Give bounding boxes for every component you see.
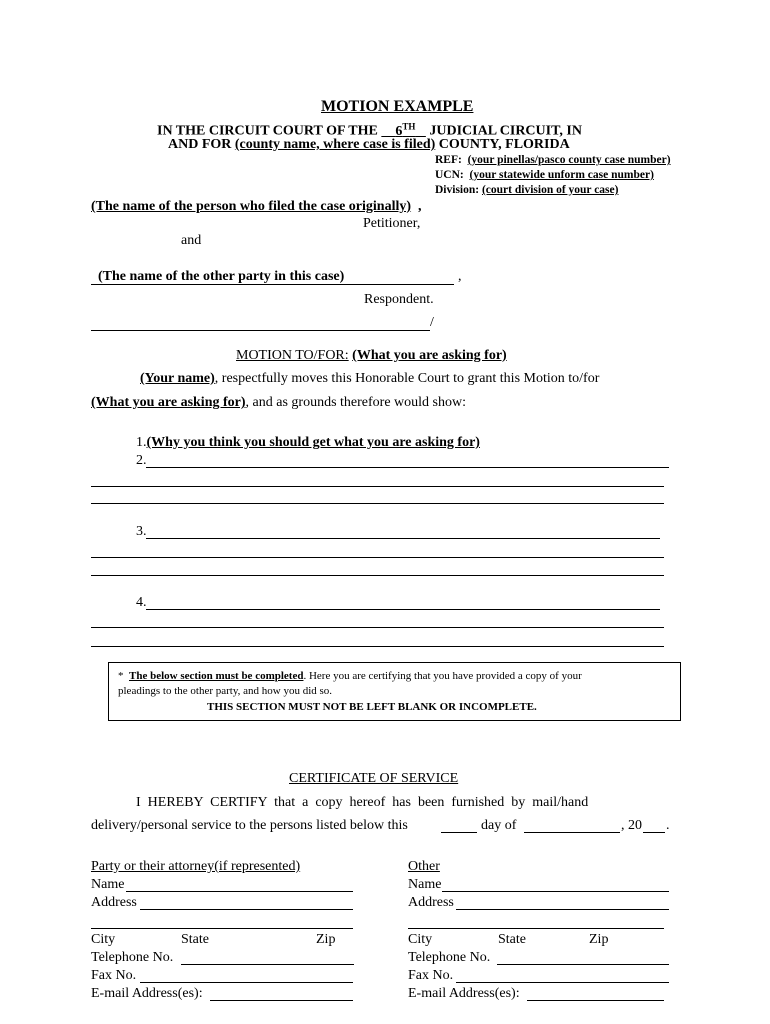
item4-number: 4. <box>136 595 147 610</box>
court-line2-suffix: COUNTY, FLORIDA <box>438 137 570 152</box>
respondent-name-field: (The name of the other party in this case) <box>98 269 345 284</box>
ref-label: REF: <box>435 154 462 166</box>
left-state-label: State <box>181 932 209 947</box>
item3-line-2[interactable] <box>91 557 664 558</box>
petitioner-comma: , <box>418 199 422 214</box>
ucn-line <box>435 168 654 182</box>
left-city-label: City <box>91 932 116 947</box>
asking-for-field[interactable]: (What you are asking for) <box>91 395 246 410</box>
item1-number: 1. <box>136 435 147 450</box>
division-label: Division: <box>435 184 480 196</box>
notice-warning: THIS SECTION MUST NOT BE LEFT BLANK OR INCOMPLETE. <box>207 701 537 713</box>
item2-line-3[interactable] <box>91 503 664 504</box>
item4-line-1[interactable] <box>146 609 660 610</box>
right-name-field[interactable] <box>442 891 669 892</box>
day-of-label: day of <box>481 818 517 833</box>
right-state-label: State <box>498 932 526 947</box>
certificate-period: . <box>666 818 670 833</box>
your-name-field[interactable]: (Your name) <box>140 371 215 386</box>
left-fax-field[interactable] <box>140 982 353 983</box>
left-zip-label: Zip <box>316 932 336 947</box>
ucn-label: UCN: <box>435 169 464 181</box>
motion-body-line1 <box>140 371 599 387</box>
petitioner-name-field[interactable]: (The name of the person who filed the case originally) <box>91 199 412 214</box>
certificate-heading: CERTIFICATE OF SERVICE <box>289 771 459 786</box>
item3-line-1[interactable] <box>146 538 660 539</box>
notice-line2: pleadings to the other party, and how you did so. <box>118 685 333 697</box>
item4-line-3[interactable] <box>91 646 664 647</box>
notice-asterisk: * <box>118 670 124 682</box>
item3-number: 3. <box>136 524 147 539</box>
year-prefix: , 20 <box>621 818 642 833</box>
left-telephone-label: Telephone No. <box>91 950 174 965</box>
certificate-line2-prefix: delivery/personal service to the persons listed below this <box>91 818 408 833</box>
circuit-sup: TH <box>402 121 416 131</box>
motion-body-text1: , respectfully moves this Honorable Court to grant this Motion to/for <box>214 371 600 386</box>
motion-body-line2 <box>91 395 466 411</box>
motion-body-text2: , and as grounds therefore would show: <box>245 395 466 410</box>
right-address-label: Address <box>408 895 454 910</box>
ucn-field[interactable]: (your statewide unform case number) <box>469 169 654 181</box>
petitioner-line <box>91 199 422 215</box>
right-fax-field[interactable] <box>456 982 669 983</box>
right-address-field-2[interactable] <box>408 928 664 929</box>
county-field[interactable]: (county name, where case is filed) <box>234 137 436 152</box>
notice-text1: . Here you are certifying that you have provided a copy of your <box>303 670 582 682</box>
left-address-field-2[interactable] <box>91 928 353 929</box>
right-telephone-field[interactable] <box>497 964 669 965</box>
right-zip-label: Zip <box>589 932 609 947</box>
right-name-label: Name <box>408 877 442 892</box>
right-address-field[interactable] <box>456 909 669 910</box>
left-email-label: E-mail Address(es): <box>91 986 203 1001</box>
day-field[interactable] <box>441 832 477 833</box>
right-heading: Other <box>408 859 440 874</box>
division-line <box>435 183 618 197</box>
item2-line-1[interactable] <box>146 467 669 468</box>
left-telephone-field[interactable] <box>181 964 354 965</box>
petitioner-label: Petitioner, <box>363 216 421 231</box>
right-email-label: E-mail Address(es): <box>408 986 520 1001</box>
court-line-2 <box>168 137 570 153</box>
caption-end-line <box>91 330 430 331</box>
left-heading: Party or their attorney(if represented) <box>91 859 301 874</box>
division-field[interactable]: (court division of your case) <box>481 184 619 196</box>
left-address-field[interactable] <box>140 909 353 910</box>
left-name-field[interactable] <box>126 891 353 892</box>
left-address-label: Address <box>91 895 137 910</box>
certificate-line1: I HEREBY CERTIFY that a copy hereof has been furnished by mail/hand <box>136 795 589 810</box>
ref-field[interactable]: (your pinellas/pasco county case number) <box>467 154 671 166</box>
item2-line-2[interactable] <box>91 486 664 487</box>
item2-number: 2. <box>136 453 147 468</box>
notice-bold: The below section must be completed <box>129 670 304 682</box>
right-fax-label: Fax No. <box>408 968 454 983</box>
motion-heading-prefix: MOTION TO/FOR: <box>236 348 349 363</box>
month-field[interactable] <box>524 832 620 833</box>
motion-heading <box>236 348 507 364</box>
item1-field[interactable]: (Why you think you should get what you are asking for) <box>146 435 480 450</box>
court-line2-prefix: AND FOR <box>168 137 232 152</box>
document-title: MOTION EXAMPLE <box>321 98 474 115</box>
certificate-line2 <box>91 818 408 834</box>
ref-line <box>435 153 671 167</box>
respondent-label: Respondent. <box>364 292 434 307</box>
left-email-field[interactable] <box>210 1000 353 1001</box>
caption-slash: / <box>430 315 434 330</box>
and-label: and <box>181 233 202 248</box>
right-city-label: City <box>408 932 433 947</box>
notice-line1 <box>118 669 582 683</box>
right-telephone-label: Telephone No. <box>408 950 491 965</box>
ground-item-1 <box>136 435 480 451</box>
left-fax-label: Fax No. <box>91 968 137 983</box>
left-name-label: Name <box>91 877 125 892</box>
respondent-comma: , <box>458 269 462 284</box>
court-line1-prefix: IN THE CIRCUIT COURT OF THE <box>157 123 378 139</box>
circuit-number: 6 <box>395 123 403 139</box>
item3-line-3[interactable] <box>91 575 664 576</box>
motion-heading-field[interactable]: (What you are asking for) <box>352 348 507 363</box>
year-field[interactable] <box>643 832 665 833</box>
item4-line-2[interactable] <box>91 627 664 628</box>
court-line1-suffix: JUDICIAL CIRCUIT, IN <box>429 123 582 139</box>
right-email-field[interactable] <box>527 1000 664 1001</box>
